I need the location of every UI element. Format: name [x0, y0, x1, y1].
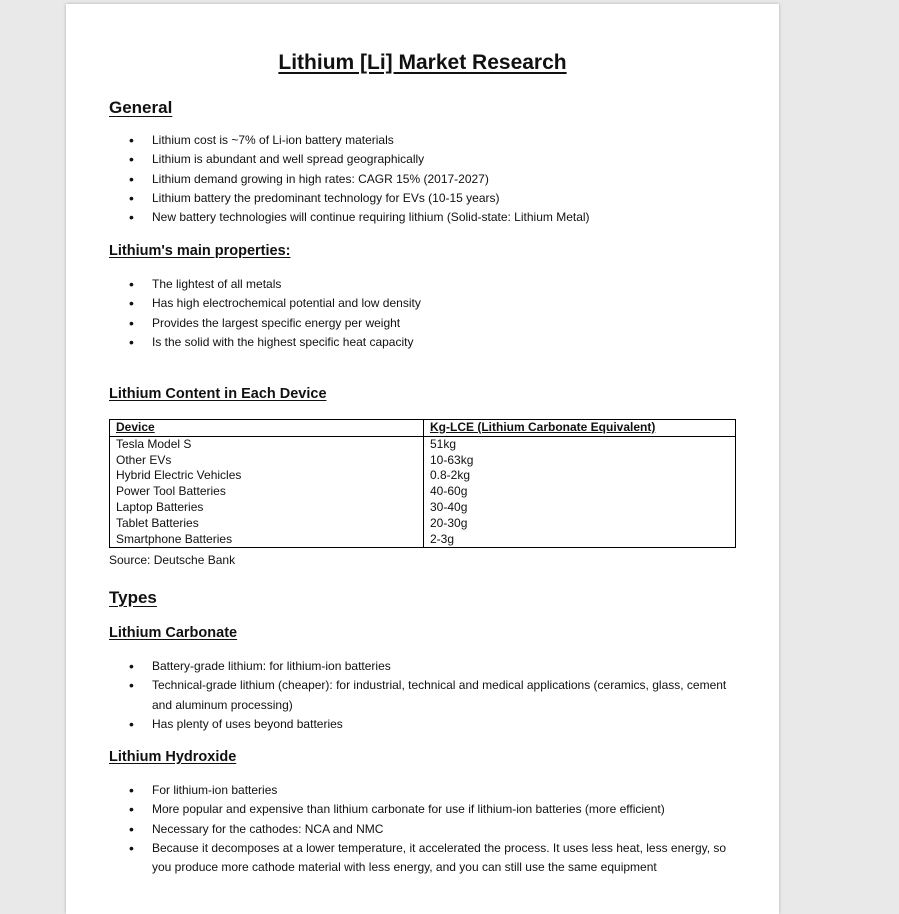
- list-item: • Has plenty of uses beyond batteries: [109, 715, 739, 734]
- table-row: [110, 436, 736, 452]
- value-cell: 0.8-2kg: [424, 468, 736, 484]
- value-cell: 10-63kg: [424, 453, 736, 469]
- list-item: • Has high electrochemical potential and low density: [109, 294, 739, 313]
- table-header-row: [110, 420, 736, 437]
- value-cell: 2-3g: [424, 532, 736, 548]
- heading-device-content: Lithium Content in Each Device: [109, 386, 327, 402]
- table-source: Source: Deutsche Bank: [109, 553, 236, 567]
- table-row: [110, 516, 736, 532]
- list-item: • Battery-grade lithium: for lithium-ion batteries: [109, 657, 739, 676]
- list-item: • Because it decomposes at a lower temperature, it accelerated the process. It uses less heat, less energy, so you produce more cathode material with less energy, and you can still use the same equipment: [109, 839, 739, 878]
- list-item: • More popular and expensive than lithium carbonate for use if lithium-ion batteries (more efficient): [109, 800, 739, 819]
- column-header-kg-lce: Kg-LCE (Lithium Carbonate Equivalent): [424, 420, 736, 437]
- device-cell: Other EVs: [110, 453, 424, 469]
- heading-lithium-hydroxide: Lithium Hydroxide: [109, 749, 237, 765]
- device-cell: Laptop Batteries: [110, 500, 424, 516]
- list-item: • Provides the largest specific energy per weight: [109, 314, 739, 333]
- table-row: [110, 484, 736, 500]
- list-item: • Lithium demand growing in high rates: CAGR 15% (2017-2027): [109, 170, 739, 189]
- device-cell: Tablet Batteries: [110, 516, 424, 532]
- table-row: [110, 500, 736, 516]
- list-item: • Is the solid with the highest specific heat capacity: [109, 333, 739, 352]
- hydroxide-list: [109, 781, 739, 877]
- column-header-device: Device: [110, 420, 424, 437]
- document-page: [66, 4, 779, 914]
- heading-properties: Lithium's main properties:: [109, 243, 291, 259]
- value-cell: 20-30g: [424, 516, 736, 532]
- heading-lithium-carbonate: Lithium Carbonate: [109, 625, 238, 641]
- list-item: • New battery technologies will continue requiring lithium (Solid-state: Lithium Metal): [109, 208, 739, 227]
- carbonate-list: [109, 657, 739, 734]
- document-title: Lithium [Li] Market Research: [278, 51, 567, 74]
- device-cell: Hybrid Electric Vehicles: [110, 468, 424, 484]
- list-item: • Technical-grade lithium (cheaper): for industrial, technical and medical applications (ceramics, glass, cement and aluminum processing): [109, 676, 739, 715]
- table-row: [110, 532, 736, 548]
- device-cell: Power Tool Batteries: [110, 484, 424, 500]
- list-item: • Necessary for the cathodes: NCA and NMC: [109, 820, 739, 839]
- table-row: [110, 468, 736, 484]
- properties-list: [109, 275, 739, 352]
- table-row: [110, 453, 736, 469]
- value-cell: 40-60g: [424, 484, 736, 500]
- device-cell: Tesla Model S: [110, 436, 424, 452]
- general-list: [109, 131, 739, 227]
- list-item: • For lithium-ion batteries: [109, 781, 739, 800]
- device-cell: Smartphone Batteries: [110, 532, 424, 548]
- list-item: • The lightest of all metals: [109, 275, 739, 294]
- list-item: • Lithium is abundant and well spread geographically: [109, 150, 739, 169]
- device-content-table: [109, 419, 736, 548]
- value-cell: 30-40g: [424, 500, 736, 516]
- heading-types: Types: [109, 588, 157, 607]
- list-item: • Lithium battery the predominant technology for EVs (10-15 years): [109, 189, 739, 208]
- value-cell: 51kg: [424, 436, 736, 452]
- list-item: • Lithium cost is ~7% of Li-ion battery materials: [109, 131, 739, 150]
- heading-general: General: [109, 98, 173, 117]
